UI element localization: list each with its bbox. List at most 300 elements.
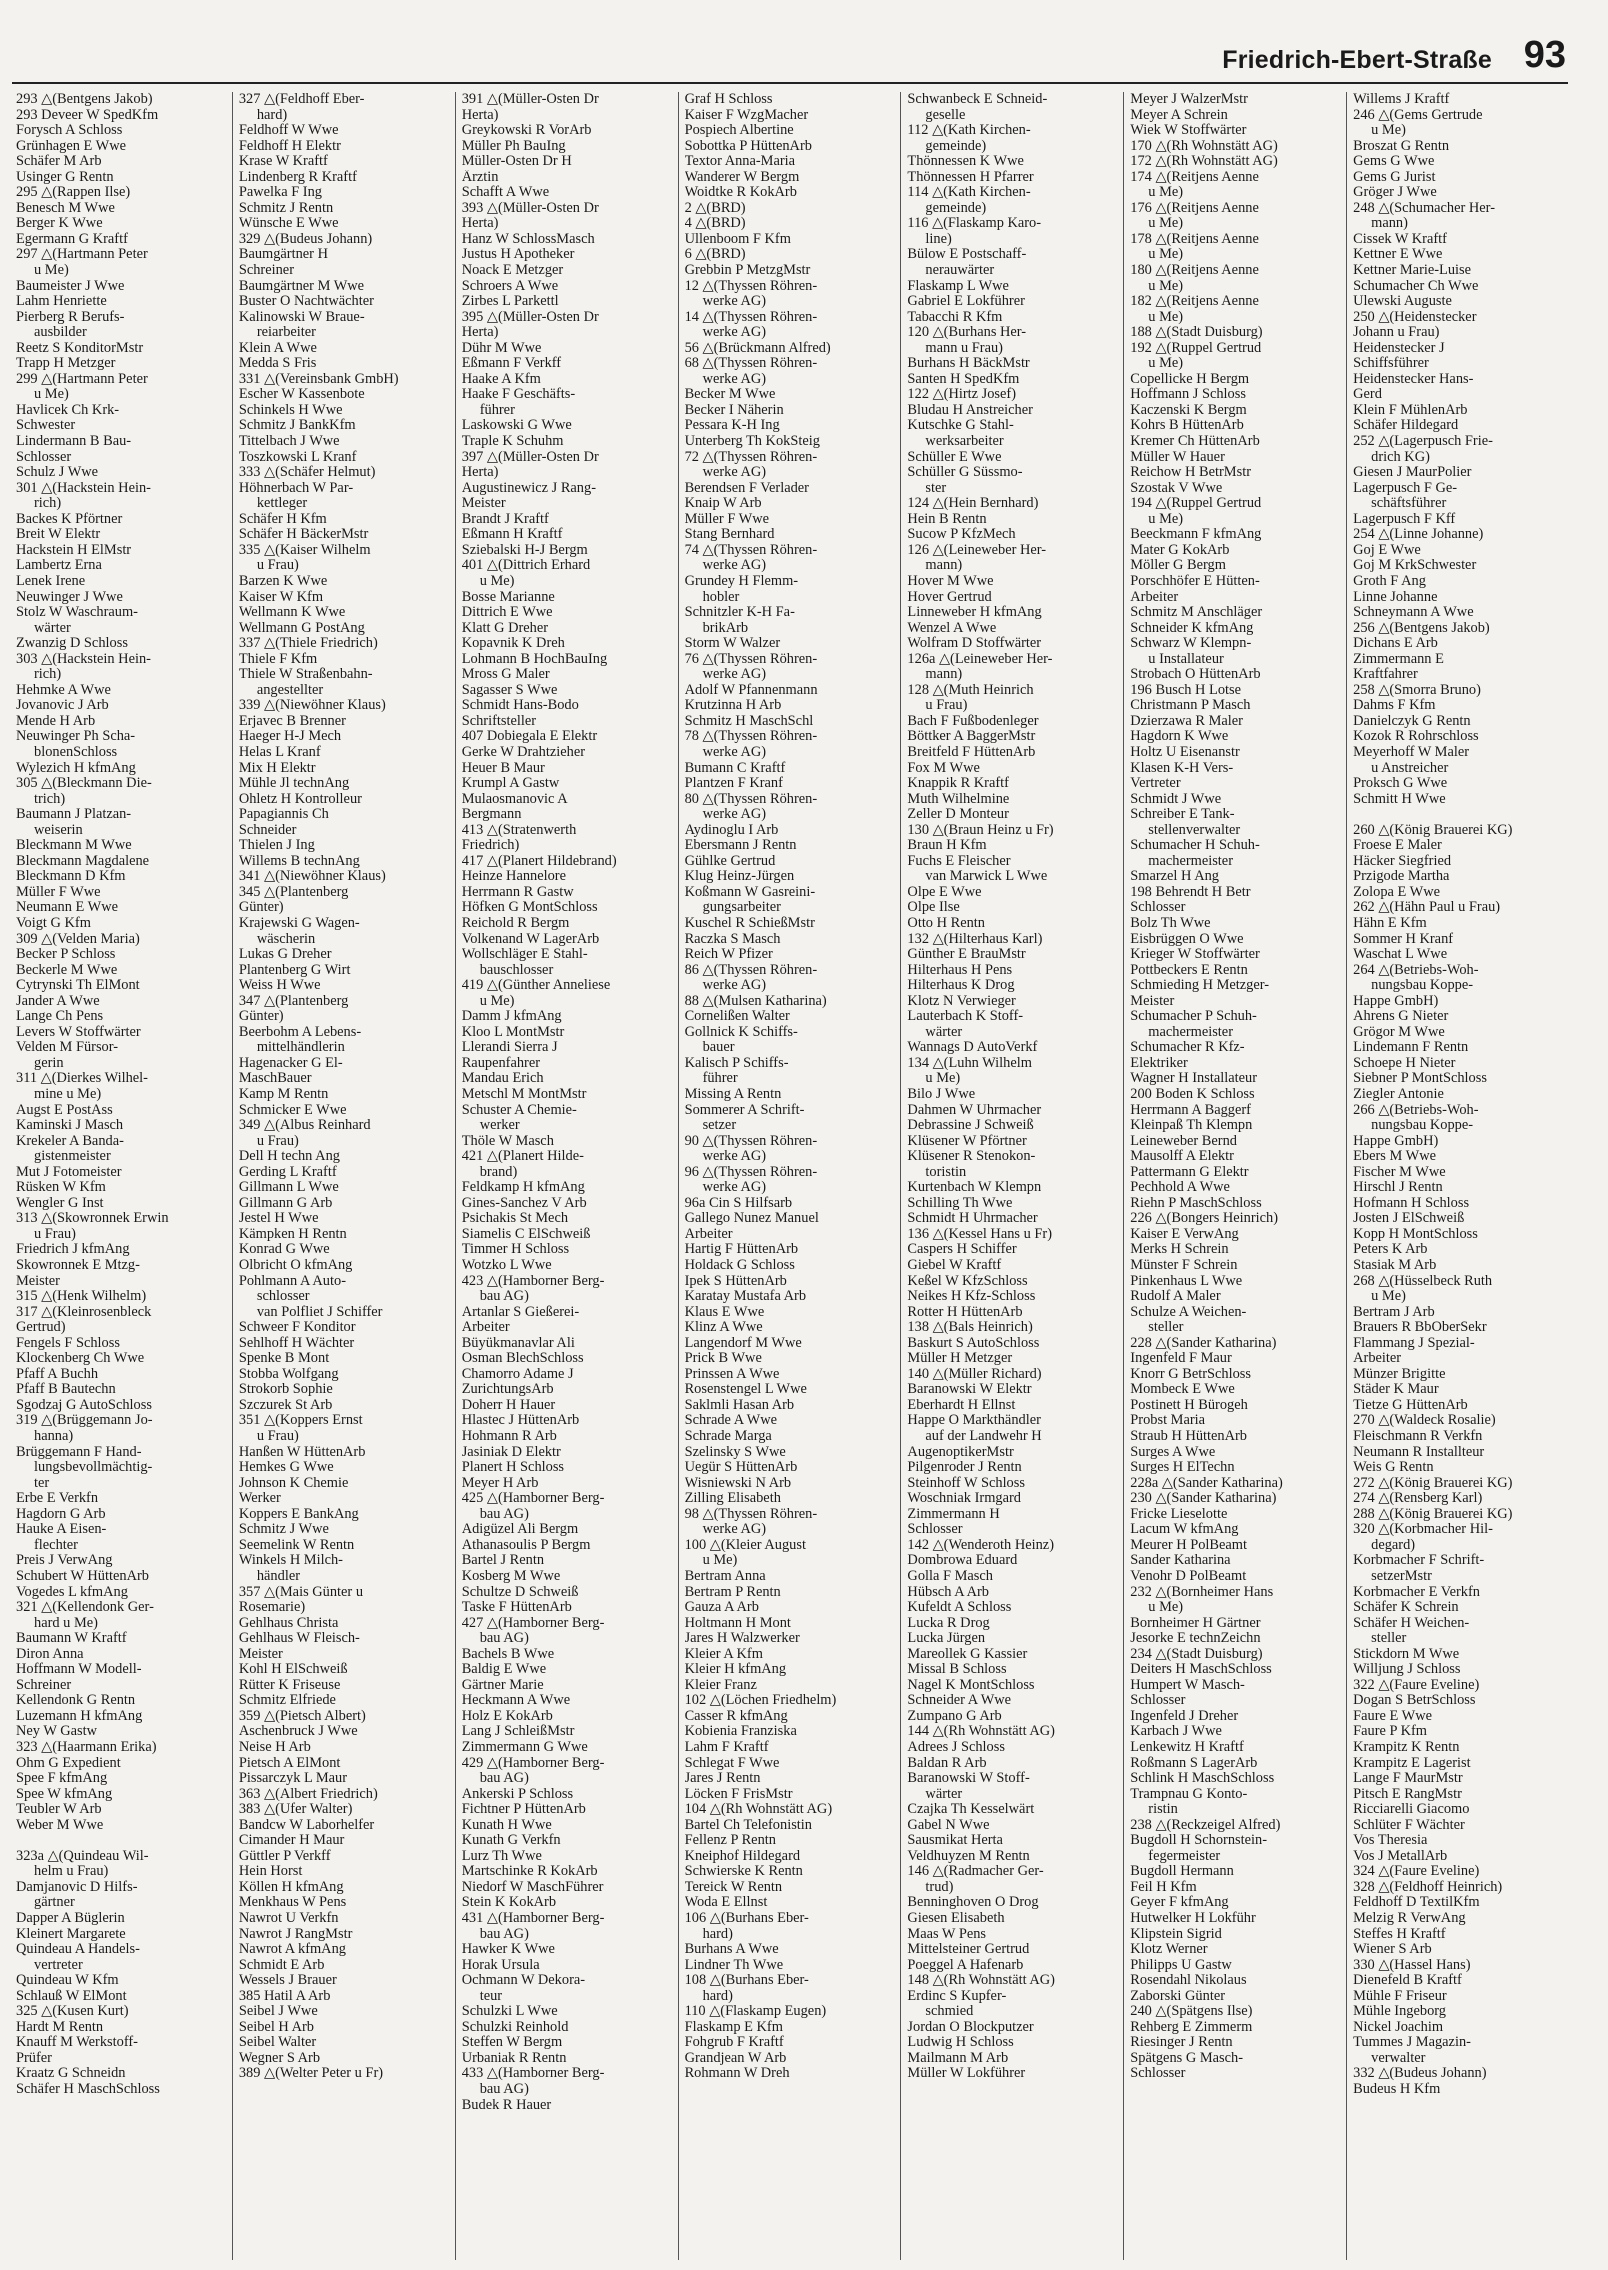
resident-entry: Olbricht O kfmAng: [238, 1258, 353, 1274]
resident-entry: Lurz Th Wwe: [461, 1848, 542, 1864]
resident-entry: Ipek S HüttenArb: [684, 1273, 787, 1289]
resident-entry: Schreiber E Tank-: [1130, 807, 1235, 823]
resident-entry: Schumacher Ch Wwe: [1353, 278, 1479, 294]
resident-entry: Otto H Rentn: [907, 915, 985, 931]
resident-entry: Szostak V Wwe: [1130, 480, 1223, 496]
resident-entry: Niedorf W MaschFührer: [461, 1879, 604, 1895]
resident-entry: Reichow H BetrMstr: [1130, 465, 1251, 481]
resident-entry: Mailmann M Arb: [907, 2050, 1009, 2066]
resident-entry: Lindemann F Rentn: [1353, 1040, 1469, 1056]
resident-entry: Meurer H PolBeamt: [1130, 1537, 1247, 1553]
house-number-entry: 268 △(Hüsselbeck Ruth: [1353, 1273, 1493, 1289]
house-number-entry: 228 △(Sander Katharina): [1130, 1335, 1277, 1351]
resident-entry: Kellendonk G Rentn: [16, 1693, 136, 1709]
resident-entry: Schrade Marga: [684, 1429, 772, 1445]
house-number-entry: 122 △(Hirtz Josef): [907, 387, 1016, 403]
resident-entry: machermeister: [1148, 853, 1233, 869]
resident-entry: [16, 1833, 228, 1849]
resident-entry: Budek R Hauer: [461, 2097, 552, 2113]
resident-entry: Neumann R Installteur: [1353, 1444, 1485, 1460]
resident-entry: Schilling Th Wwe: [907, 1195, 1013, 1211]
resident-entry: Jovanovic J Arb: [16, 698, 109, 714]
resident-entry: Pietsch A ElMont: [238, 1755, 341, 1771]
resident-entry: Philipps U Gastw: [1130, 1957, 1232, 1973]
resident-entry: Gertrud): [16, 1320, 66, 1336]
resident-entry: Reich W Pfizer: [684, 947, 773, 963]
house-number-entry: 359 △(Pietsch Albert): [238, 1708, 366, 1724]
resident-entry: Hackstein H ElMstr: [16, 542, 132, 558]
house-number-entry: 427 △(Hamborner Berg-: [461, 1615, 605, 1631]
resident-entry: Kettner Marie-Luise: [1353, 263, 1472, 279]
resident-entry: Zimmermann H: [907, 1506, 1000, 1522]
resident-entry: Kunath G Verkfn: [461, 1833, 561, 1849]
resident-entry: Giesen J MaurPolier: [1353, 465, 1472, 481]
resident-entry: Becker P Schloss: [16, 947, 116, 963]
resident-entry: Postinett H Bürogeh: [1130, 1397, 1248, 1413]
resident-entry: Straub H HüttenArb: [1130, 1429, 1247, 1445]
resident-entry: Gems G Wwe: [1353, 154, 1435, 170]
resident-entry: Muth Wilhelmine: [907, 791, 1010, 807]
house-number-entry: 148 △(Rh Wohnstätt AG): [907, 1973, 1055, 1989]
resident-entry: Jesorke E technZeichn: [1130, 1631, 1261, 1647]
house-number-entry: 138 △(Bals Heinrich): [907, 1320, 1033, 1336]
house-number-entry: 88 △(Mulsen Katharina): [684, 993, 827, 1009]
resident-entry: Bilo J Wwe: [907, 1087, 976, 1102]
house-number-entry: 68 △(Thyssen Röhren-: [684, 356, 818, 372]
resident-entry: Klüsener W Pförtner: [907, 1133, 1027, 1149]
resident-entry: Melzig R VerwAng: [1353, 1910, 1466, 1926]
resident-entry: Kamp M Rentn: [238, 1087, 329, 1102]
resident-entry: [1353, 807, 1566, 823]
resident-entry: Wiener S Arb: [1353, 1942, 1432, 1958]
resident-entry: Klaus E Wwe: [684, 1304, 765, 1320]
house-number-entry: 96a Cin S Hilfsarb: [684, 1195, 793, 1211]
resident-entry: Ahrens G Nieter: [1353, 1009, 1449, 1025]
resident-entry: händler: [256, 1568, 300, 1584]
resident-entry: Wanderer W Bergm: [684, 169, 800, 185]
resident-entry: Rüsken W Kfm: [16, 1180, 106, 1196]
house-number-entry: 262 △(Hähn Paul u Frau): [1353, 900, 1501, 916]
resident-entry: Schneider A Wwe: [907, 1693, 1012, 1709]
resident-entry: Bludau H Anstreicher: [907, 402, 1033, 418]
resident-entry: Kleier H kfmAng: [684, 1662, 787, 1678]
resident-entry: nungsbau Koppe-: [1371, 978, 1474, 994]
house-number-entry: 108 △(Burhans Eber-: [684, 1973, 809, 1989]
resident-entry: Willems J Kraftf: [1353, 92, 1450, 107]
resident-entry: u Me): [1148, 309, 1184, 325]
resident-entry: Weis G Rentn: [1353, 1460, 1434, 1476]
house-number-entry: 258 △(Smorra Bruno): [1353, 682, 1481, 698]
resident-entry: Stickdorn M Wwe: [1353, 1646, 1460, 1662]
resident-entry: führer: [702, 1071, 738, 1087]
resident-entry: Geyer F kfmAng: [1130, 1895, 1229, 1911]
resident-entry: Hauke A Eisen-: [16, 1522, 107, 1538]
resident-entry: Nawrot U Verkfn: [238, 1910, 339, 1926]
resident-entry: Koppers E BankAng: [238, 1506, 359, 1522]
resident-entry: werke AG): [702, 1149, 767, 1165]
resident-entry: Arbeiter: [1353, 1351, 1402, 1367]
resident-entry: Gerding L Kraftf: [238, 1164, 337, 1180]
house-number-entry: 192 △(Ruppel Gertrud: [1130, 340, 1262, 356]
resident-entry: Schnitzler K-H Fa-: [684, 605, 795, 621]
resident-entry: Müller W Lokführer: [907, 2066, 1026, 2082]
resident-entry: werke AG): [702, 325, 767, 341]
resident-entry: Stein K KokArb: [461, 1895, 557, 1911]
resident-entry: Fischer M Wwe: [1353, 1164, 1446, 1180]
resident-entry: Giesen Elisabeth: [907, 1910, 1005, 1926]
resident-entry: u Me): [1371, 1289, 1406, 1305]
resident-entry: Höhnerbach W Par-: [238, 480, 354, 496]
resident-entry: Bornheimer H Gärtner: [1130, 1615, 1261, 1631]
resident-entry: Meister: [461, 496, 506, 512]
resident-entry: Roßmann S LagerArb: [1130, 1755, 1258, 1771]
resident-entry: Müller W Hauer: [1130, 449, 1225, 465]
house-number-entry: 331 △(Vereinsbank GmbH): [238, 371, 399, 387]
resident-entry: Schoepe H Nieter: [1353, 1055, 1456, 1071]
resident-entry: Raczka S Masch: [684, 931, 781, 947]
resident-entry: Havlicek Ch Krk-: [16, 402, 120, 418]
resident-entry: machermeister: [1148, 1024, 1233, 1040]
house-number-entry: 104 △(Rh Wohnstätt AG): [684, 1802, 833, 1818]
resident-entry: Heidenstecker Hans-: [1353, 371, 1474, 387]
resident-entry: mann): [1371, 216, 1408, 232]
resident-entry: gistenmeister: [34, 1149, 111, 1165]
resident-entry: Reetz S KonditorMstr: [16, 340, 144, 356]
resident-entry: Schultze D Schweiß: [461, 1584, 579, 1600]
resident-entry: Krampitz K Rentn: [1353, 1739, 1460, 1755]
resident-entry: Pessara K-H Ing: [684, 418, 780, 434]
resident-entry: Wannags D AutoVerkf: [907, 1040, 1038, 1056]
resident-entry: werke AG): [702, 744, 767, 760]
resident-entry: Herta): [461, 107, 499, 123]
resident-entry: Smarzel H Ang: [1130, 869, 1220, 885]
resident-entry: Wotzko L Wwe: [461, 1258, 552, 1274]
resident-entry: Ney W Gastw: [16, 1724, 98, 1740]
resident-entry: u Installateur: [1148, 651, 1224, 667]
resident-entry: Krumpl A Gastw: [461, 776, 560, 792]
resident-entry: Köllen H kfmAng: [238, 1879, 344, 1895]
resident-entry: Johann u Frau): [1353, 325, 1440, 341]
resident-entry: Haake A Kfm: [461, 371, 541, 387]
resident-entry: Casser R kfmAng: [684, 1708, 788, 1724]
resident-entry: Hirschl J Rentn: [1353, 1180, 1443, 1196]
resident-entry: Buster O Nachtwächter: [238, 294, 374, 310]
resident-entry: teur: [479, 1988, 503, 2004]
resident-entry: Kleier A Kfm: [684, 1646, 763, 1662]
resident-entry: Flaskamp L Wwe: [907, 278, 1009, 294]
resident-entry: Herrmann A Baggerf: [1130, 1102, 1251, 1118]
resident-entry: Fohgrub F Kraftf: [684, 2035, 784, 2051]
resident-entry: ster: [925, 480, 947, 496]
resident-entry: Flaskamp E Kfm: [684, 2019, 783, 2035]
resident-entry: Prüfer: [16, 2050, 52, 2066]
resident-entry: werke AG): [702, 371, 767, 387]
resident-entry: Gabel N Wwe: [907, 1817, 990, 1833]
resident-entry: Hein Horst: [238, 1864, 303, 1880]
resident-entry: Hartig F HüttenArb: [684, 1242, 799, 1258]
resident-entry: Holtmann H Mont: [684, 1615, 791, 1631]
resident-entry: Riehn P MaschSchloss: [1130, 1195, 1262, 1211]
resident-entry: van Marwick L Wwe: [925, 869, 1048, 885]
resident-entry: Eßmann F Verkff: [461, 356, 562, 372]
resident-entry: Heuer B Maur: [461, 760, 545, 776]
resident-entry: Zwanzig D Schloss: [16, 636, 128, 652]
house-number-entry: 128 △(Muth Heinrich: [907, 682, 1034, 698]
resident-entry: Siebner P MontSchloss: [1353, 1071, 1487, 1087]
resident-entry: Goj M KrkSchwester: [1353, 558, 1477, 574]
resident-entry: Ohletz H Kontrolleur: [238, 791, 362, 807]
resident-entry: Müller Ph BauIng: [461, 138, 566, 154]
resident-entry: ristin: [1148, 1802, 1178, 1818]
resident-entry: bauschlosser: [479, 962, 554, 978]
resident-entry: Wünsche E Wwe: [238, 216, 339, 232]
resident-entry: u Frau): [34, 1226, 76, 1242]
house-number-entry: 383 △(Ufer Walter): [238, 1802, 353, 1818]
resident-entry: Egermann G Kraftf: [16, 231, 128, 247]
house-number-entry: 126 △(Leineweber Her-: [907, 542, 1047, 558]
house-number-entry: 98 △(Thyssen Röhren-: [684, 1506, 818, 1522]
resident-entry: Koßmann W Gasreini-: [684, 884, 816, 900]
resident-entry: Zimmermann G Wwe: [461, 1739, 588, 1755]
resident-entry: Lambertz Erna: [16, 558, 102, 574]
resident-entry: Pissarczyk L Maur: [238, 1771, 348, 1787]
resident-entry: gerin: [34, 1055, 64, 1071]
resident-entry: Lacum W kfmAng: [1130, 1522, 1239, 1538]
resident-entry: Karbach J Wwe: [1130, 1724, 1222, 1740]
resident-entry: u Me): [702, 1553, 738, 1569]
directory-column: [1347, 92, 1570, 2260]
resident-entry: Meister: [238, 1646, 283, 1662]
resident-entry: Mittelsteiner Gertrud: [907, 1942, 1030, 1958]
directory-column: [233, 92, 456, 2260]
resident-entry: Wengler G Inst: [16, 1195, 104, 1211]
resident-entry: Baldig E Wwe: [461, 1662, 547, 1678]
resident-entry: Kraftfahrer: [1353, 667, 1418, 683]
resident-entry: Schneymann A Wwe: [1353, 605, 1474, 621]
resident-entry: Deiters H MaschSchloss: [1130, 1662, 1272, 1678]
resident-entry: Taske F HüttenArb: [461, 1600, 572, 1616]
resident-entry: Szczurek St Arb: [238, 1397, 333, 1413]
resident-entry: Veldhuyzen M Rentn: [907, 1848, 1030, 1864]
resident-entry: Schmitz H MaschSchl: [684, 713, 814, 729]
resident-entry: Münzer Brigitte: [1353, 1366, 1446, 1382]
house-number-entry: 315 △(Henk Wilhelm): [16, 1289, 147, 1305]
resident-entry: Gems G Jurist: [1353, 169, 1436, 185]
resident-entry: Korbmacher E Verkfn: [1353, 1584, 1480, 1600]
resident-entry: weiserin: [34, 822, 83, 838]
resident-entry: Textor Anna-Maria: [684, 154, 796, 170]
resident-entry: hobler: [702, 589, 740, 605]
resident-entry: Brüggemann F Hand-: [16, 1444, 142, 1460]
resident-entry: Mandau Erich: [461, 1071, 544, 1087]
street-name: Friedrich-Ebert-Straße: [1222, 46, 1492, 74]
resident-entry: Schreiner: [238, 263, 294, 279]
resident-entry: Hardt M Rentn: [16, 2019, 104, 2035]
house-number-entry: 140 △(Müller Richard): [907, 1366, 1042, 1382]
house-number-entry: 349 △(Albus Reinhard: [238, 1118, 371, 1134]
resident-entry: Zumpano G Arb: [907, 1708, 1002, 1724]
house-number-entry: 86 △(Thyssen Röhren-: [684, 962, 818, 978]
resident-entry: Artanlar S Gießerei-: [461, 1304, 580, 1320]
resident-entry: Laskowski G Wwe: [461, 418, 572, 434]
house-number-entry: 395 △(Müller-Osten Dr: [461, 309, 599, 325]
resident-entry: nerauwärter: [925, 263, 995, 279]
resident-entry: Wegner S Arb: [238, 2050, 321, 2066]
resident-entry: kettleger: [256, 496, 308, 512]
resident-entry: bau AG): [479, 1771, 529, 1787]
resident-entry: Schinkels H Wwe: [238, 402, 343, 418]
resident-entry: Beckerle M Wwe: [16, 962, 118, 978]
resident-entry: Schafft A Wwe: [461, 185, 550, 201]
house-number-entry: 337 △(Thiele Friedrich): [238, 636, 378, 652]
resident-entry: Metschl M MontMstr: [461, 1087, 587, 1102]
directory-column: [1124, 92, 1347, 2260]
resident-entry: Zilling Elisabeth: [684, 1491, 781, 1507]
resident-entry: Hein B Rentn: [907, 511, 987, 527]
resident-entry: Fuchs E Fleischer: [907, 853, 1011, 869]
resident-entry: Bertram P Rentn: [684, 1584, 781, 1600]
house-number-entry: 295 △(Rappen Ilse): [16, 185, 131, 201]
resident-entry: Feil H Kfm: [1130, 1879, 1197, 1895]
resident-entry: Klotz Werner: [1130, 1942, 1208, 1958]
resident-entry: Peters K Arb: [1353, 1242, 1428, 1258]
resident-entry: Haake F Geschäfts-: [461, 387, 576, 403]
resident-entry: brikArb: [702, 620, 749, 636]
house-number-entry: 347 △(Plantenberg: [238, 993, 349, 1009]
resident-entry: Mühle Jl technAng: [238, 776, 350, 792]
resident-entry: Mulaosmanovic A: [461, 791, 568, 807]
resident-entry: Thielen J Ing: [238, 838, 315, 854]
resident-entry: Baldan R Arb: [907, 1755, 987, 1771]
resident-entry: Pattermann G Elektr: [1130, 1164, 1249, 1180]
house-number-entry: 301 △(Hackstein Hein-: [16, 480, 151, 496]
resident-entry: Bleckmann Magdalene: [16, 853, 150, 869]
house-number-entry: 188 △(Stadt Duisburg): [1130, 325, 1263, 341]
resident-entry: Sommerer A Schrift-: [684, 1102, 805, 1118]
resident-entry: Konrad G Wwe: [238, 1242, 330, 1258]
resident-entry: Meyer H Arb: [461, 1475, 539, 1491]
resident-entry: trud): [925, 1879, 954, 1895]
resident-entry: Baranowski W Stoff-: [907, 1771, 1030, 1787]
resident-entry: Becker I Näherin: [684, 402, 784, 418]
resident-entry: Toszkowski L Kranf: [238, 449, 357, 465]
resident-entry: Pfaff A Buchh: [16, 1366, 99, 1382]
resident-entry: Stobba Wolfgang: [238, 1366, 339, 1382]
resident-entry: Knorr G BetrSchloss: [1130, 1366, 1251, 1382]
house-number-entry: 357 △(Mais Günter u: [238, 1584, 364, 1600]
resident-entry: Kaminski J Masch: [16, 1118, 124, 1134]
house-number-entry: 272 △(König Brauerei KG): [1353, 1475, 1513, 1491]
house-number-entry: 4 △(BRD): [684, 216, 746, 232]
resident-entry: trich): [34, 791, 66, 807]
resident-entry: Bartel J Rentn: [461, 1553, 545, 1569]
resident-entry: werke AG): [702, 1180, 767, 1196]
resident-entry: Schroers A Wwe: [461, 278, 559, 294]
resident-entry: Lukas G Dreher: [238, 947, 332, 963]
resident-entry: mann u Frau): [925, 340, 1003, 356]
page-number: 93: [1523, 34, 1566, 76]
resident-entry: Bergmann: [461, 807, 522, 823]
resident-entry: mann): [925, 667, 963, 683]
resident-entry: Hilterhaus K Drog: [907, 978, 1015, 994]
resident-entry: helm u Frau): [34, 1864, 109, 1880]
resident-entry: Ulewski Auguste: [1353, 294, 1452, 310]
resident-entry: Hanz W SchlossMasch: [461, 231, 595, 247]
house-number-entry: 174 △(Reitjens Aenne: [1130, 169, 1259, 185]
resident-entry: Zolopa E Wwe: [1353, 884, 1440, 900]
resident-entry: Kleier Franz: [684, 1677, 757, 1693]
resident-entry: Hähn E Kfm: [1353, 915, 1427, 931]
resident-entry: Usinger G Rentn: [16, 169, 114, 185]
resident-entry: Sehlhoff H Wächter: [238, 1335, 355, 1351]
resident-entry: u Me): [1371, 123, 1406, 139]
resident-entry: Klockenberg Ch Wwe: [16, 1351, 145, 1367]
resident-entry: mittelhändlerin: [256, 1040, 345, 1056]
resident-entry: Zeller D Monteur: [907, 807, 1009, 823]
house-number-entry: 393 △(Müller-Osten Dr: [461, 200, 599, 216]
resident-entry: Lange Ch Pens: [16, 1009, 104, 1025]
resident-entry: Rosemarie): [238, 1600, 306, 1616]
house-number-entry: 317 △(Kleinrosenbleck: [16, 1304, 152, 1320]
resident-entry: Lagerpusch F Kff: [1353, 511, 1456, 527]
house-number-entry: 74 △(Thyssen Röhren-: [684, 542, 818, 558]
house-number-entry: 325 △(Kusen Kurt): [16, 2004, 129, 2020]
resident-entry: Schmitz J BankKfm: [238, 418, 356, 434]
resident-entry: Klasen K-H Vers-: [1130, 760, 1234, 776]
resident-entry: Gallego Nunez Manuel: [684, 1211, 819, 1227]
house-number-entry: 407 Dobiegala E Elektr: [461, 729, 598, 745]
house-number-entry: 252 △(Lagerpusch Frie-: [1353, 434, 1493, 450]
resident-entry: Voigt G Kfm: [16, 915, 91, 931]
resident-entry: Böttker A BaggerMstr: [907, 729, 1036, 745]
resident-entry: Lahm F Kraftf: [684, 1739, 769, 1755]
resident-entry: Quindeau A Handels-: [16, 1942, 140, 1958]
resident-entry: Schlosser: [1130, 900, 1186, 916]
resident-entry: Willjung J Schloss: [1353, 1662, 1461, 1678]
resident-entry: Sucow P KfzMech: [907, 527, 1016, 543]
resident-entry: Müller-Osten Dr H: [461, 154, 572, 170]
resident-entry: Diron Anna: [16, 1646, 84, 1662]
resident-entry: Jestel H Wwe: [238, 1211, 319, 1227]
house-number-entry: 345 △(Plantenberg: [238, 884, 349, 900]
resident-entry: Uegür S HüttenArb: [684, 1460, 798, 1476]
resident-entry: Danielczyk G Rentn: [1353, 713, 1471, 729]
resident-entry: Kremer Ch HüttenArb: [1130, 434, 1260, 450]
resident-entry: Nagel K MontSchloss: [907, 1677, 1035, 1693]
resident-entry: Ziegler Antonie: [1353, 1087, 1444, 1102]
resident-entry: Dahmen W Uhrmacher: [907, 1102, 1042, 1118]
resident-entry: Benesch M Wwe: [16, 200, 115, 216]
resident-entry: Ankerski P Schloss: [461, 1786, 574, 1802]
resident-entry: Cissek W Kraftf: [1353, 231, 1447, 247]
resident-entry: Güttler P Verkff: [238, 1848, 331, 1864]
resident-entry: Bosse Marianne: [461, 589, 555, 605]
resident-entry: Adrees J Schloss: [907, 1739, 1005, 1755]
resident-entry: Schwarz W Klempn-: [1130, 636, 1252, 652]
resident-entry: Steinhoff W Schloss: [907, 1475, 1025, 1491]
resident-entry: Schüller E Wwe: [907, 449, 1002, 465]
house-number-entry: 433 △(Hamborner Berg-: [461, 2066, 605, 2082]
house-number-entry: 288 △(König Brauerei KG): [1353, 1506, 1513, 1522]
house-number-entry: 114 △(Kath Kirchen-: [907, 185, 1031, 201]
resident-entry: Nawrot J RangMstr: [238, 1926, 353, 1942]
resident-entry: Psichakis St Mech: [461, 1211, 569, 1227]
resident-entry: Luzemann H kfmAng: [16, 1708, 143, 1724]
house-number-entry: 323a △(Quindeau Wil-: [16, 1848, 149, 1864]
resident-entry: Woda E Ellnst: [684, 1895, 768, 1911]
resident-entry: steller: [1371, 1631, 1407, 1647]
resident-entry: Rotter H HüttenArb: [907, 1304, 1023, 1320]
